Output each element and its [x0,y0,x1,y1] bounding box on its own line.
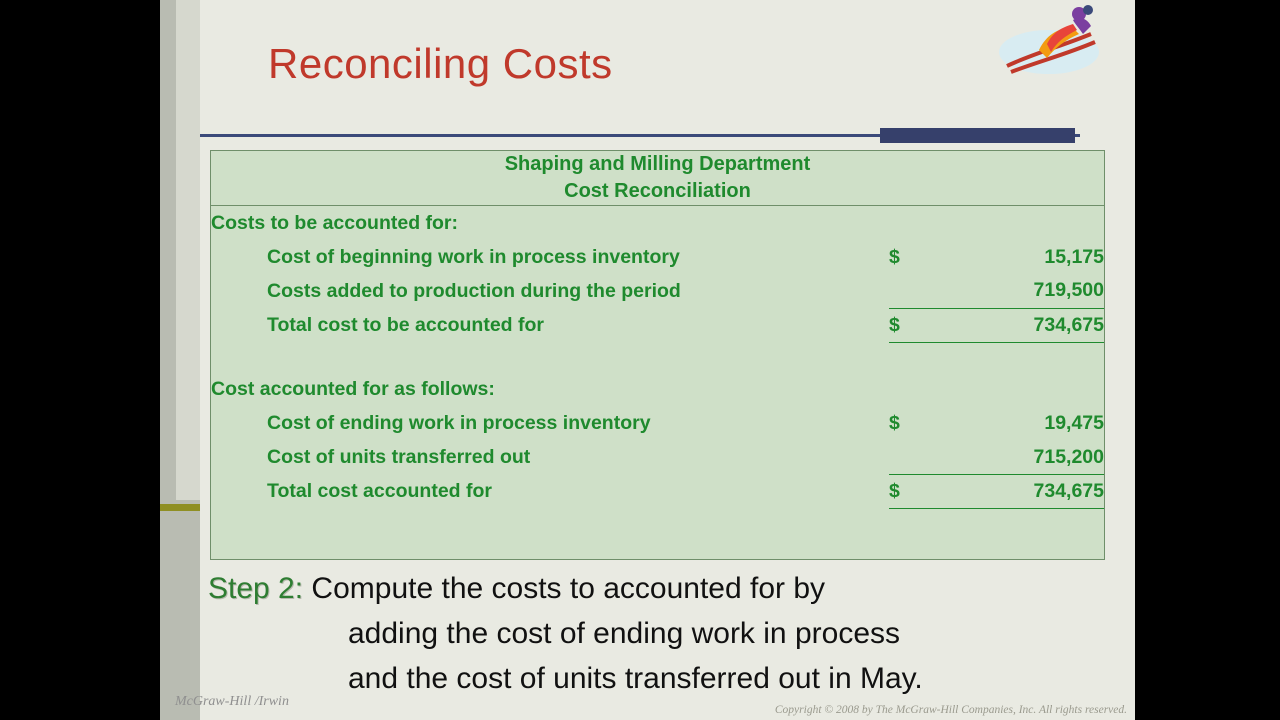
row-amount: 19,475 [1044,412,1104,434]
table-row [211,441,1104,475]
row-amount: 715,200 [959,441,1104,475]
step-line-1: Compute the costs to accounted for by [311,572,826,605]
page-title: Reconciling Costs [268,40,613,87]
table-total-row [211,475,1104,509]
row-label: Total cost accounted for [267,480,492,502]
left-olive-accent [160,504,200,511]
row-amount: 719,500 [959,274,1104,308]
row-label: Costs added to production during the period [267,279,681,302]
row-currency-symbol [889,441,959,475]
slide-content-area [175,0,1135,720]
row-currency-symbol: $ [889,412,900,434]
table-header-row [211,151,1104,206]
footer-publisher: McGraw-Hill /Irwin [175,694,289,709]
row-amount: 734,675 [959,475,1104,509]
row-label: Cost of beginning work in process inventory [267,245,680,268]
step-first-line [208,566,1128,611]
step-label: Step 2: [208,572,304,605]
section-heading-row [211,373,1104,407]
title-divider-accent-block [880,128,1075,143]
row-label: Total cost to be accounted for [267,313,544,336]
row-currency-symbol: $ [889,245,900,268]
cost-reconciliation-table [210,150,1105,560]
table-header-line-2: Cost Reconciliation [564,180,751,202]
row-label: Cost of units transferred out [267,446,531,468]
footer-copyright: Copyright © 2008 by The McGraw-Hill Companies, Inc. All rights reserved. [774,704,1127,716]
section-heading: Cost accounted for as follows: [211,378,495,400]
step-line-3: and the cost of units transferred out in May. [348,662,923,695]
row-currency-symbol: $ [889,475,959,509]
row-currency-symbol [889,274,959,308]
table-spacer-row [211,342,1104,373]
section-heading-row [211,206,1104,241]
row-label: Cost of ending work in process inventory [267,412,651,434]
skier-logo-icon [987,4,1107,84]
row-amount: 734,675 [959,308,1104,342]
table-row [211,407,1104,441]
table-row [211,274,1104,308]
row-currency-symbol: $ [889,308,959,342]
step-instruction [208,566,1128,701]
table-total-row [211,308,1104,342]
table-header-line-1: Shaping and Milling Department [504,153,811,175]
row-amount: 15,175 [1044,245,1104,268]
step-line-2: adding the cost of ending work in process [348,617,900,650]
table-row [211,240,1104,274]
section-heading: Costs to be accounted for: [211,211,459,234]
left-light-band [176,0,200,500]
